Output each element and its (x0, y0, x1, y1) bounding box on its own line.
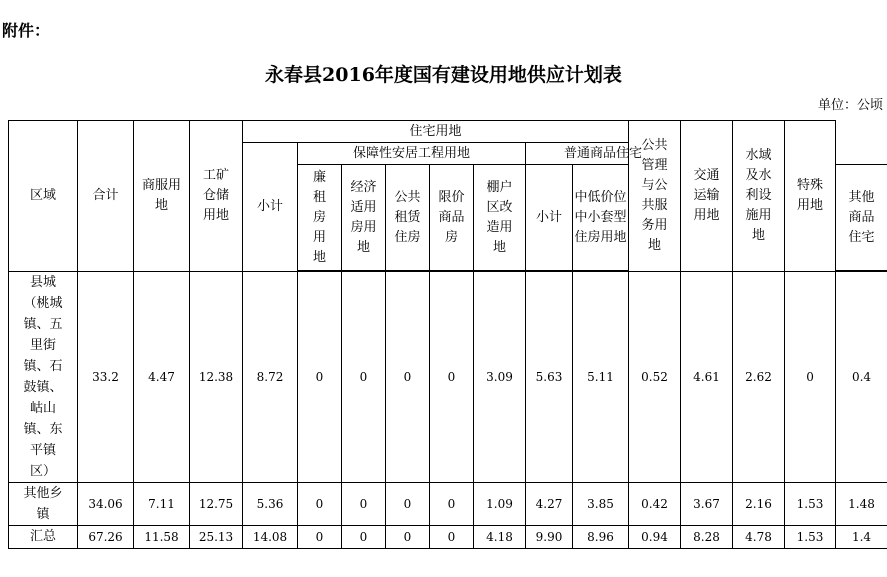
cell-value: 0.42 (629, 483, 681, 526)
cell-value: 0 (430, 483, 474, 526)
cell-value: 3.67 (681, 483, 733, 526)
row-region: 其他乡镇 (9, 483, 78, 526)
row-region: 汇总 (9, 526, 78, 549)
header-transport: 交通运输用地 (681, 121, 733, 272)
cell-value: 8.96 (573, 526, 629, 549)
cell-value: 0 (430, 272, 474, 483)
cell-value: 34.06 (78, 483, 134, 526)
cell-value: 8.72 (243, 272, 298, 483)
header-total: 合计 (78, 121, 134, 272)
header-mid-low: 中低价位中小套型住房用地 (573, 165, 629, 271)
cell-value: 4.18 (474, 526, 526, 549)
cell-value: 2.62 (733, 272, 785, 483)
cell-value: 5.11 (573, 272, 629, 483)
cell-value: 0 (342, 272, 386, 483)
cell-value: 1.53 (785, 483, 836, 526)
cell-value: 8.28 (681, 526, 733, 549)
table-row (9, 272, 887, 483)
cell-value: 12.38 (190, 272, 243, 483)
unit-label: 单位：公顷 (817, 98, 883, 113)
cell-value: 5.63 (526, 272, 573, 483)
cell-value: 7.11 (134, 483, 190, 526)
cell-value: 0 (386, 526, 430, 549)
cell-value: 4.61 (681, 272, 733, 483)
cell-value: 4.78 (733, 526, 785, 549)
header-special: 特殊用地 (785, 121, 836, 272)
attachment-label: 附件： (2, 21, 51, 40)
header-public-admin: 公共管理与公共服务用地 (629, 121, 681, 272)
cell-value: 1.48 (836, 483, 887, 526)
cell-value: 0 (430, 526, 474, 549)
cell-value: 5.36 (243, 483, 298, 526)
header-other-commodity: 其他商品住宅 (836, 165, 887, 271)
header-industrial: 工矿仓储用地 (190, 121, 243, 272)
cell-value: 14.08 (243, 526, 298, 549)
cell-value: 33.2 (78, 272, 134, 483)
cell-value: 0 (342, 526, 386, 549)
cell-value: 0 (298, 483, 342, 526)
cell-value: 11.58 (134, 526, 190, 549)
header-low-rent: 廉租房用地 (298, 165, 342, 271)
header-com-subtotal: 小计 (526, 165, 573, 271)
page-title: 永春县2016年度国有建设用地供应计划表 (265, 64, 622, 86)
cell-value: 1.4 (836, 526, 887, 549)
cell-value: 67.26 (78, 526, 134, 549)
header-affordable-group: 保障性安居工程用地 (298, 143, 526, 165)
cell-value: 3.85 (573, 483, 629, 526)
header-residential: 住宅用地 (243, 121, 629, 143)
cell-value: 0 (386, 272, 430, 483)
land-supply-table (8, 120, 887, 549)
cell-value: 25.13 (190, 526, 243, 549)
cell-value: 1.53 (785, 526, 836, 549)
cell-value: 9.90 (526, 526, 573, 549)
cell-value: 4.47 (134, 272, 190, 483)
cell-value: 0.52 (629, 272, 681, 483)
cell-value: 3.09 (474, 272, 526, 483)
header-economic: 经济适用房用地 (342, 165, 386, 271)
header-public-rental: 公共租赁住房 (386, 165, 430, 271)
table-row (9, 483, 887, 526)
cell-value: 12.75 (190, 483, 243, 526)
header-res-subtotal: 小计 (243, 143, 298, 272)
cell-value: 4.27 (526, 483, 573, 526)
header-water: 水域及水利设施用地 (733, 121, 785, 272)
cell-value: 0 (342, 483, 386, 526)
cell-value: 0 (298, 272, 342, 483)
header-shantytown: 棚户区改造用地 (474, 165, 526, 271)
cell-value: 0 (298, 526, 342, 549)
cell-value: 1.09 (474, 483, 526, 526)
cell-value: 2.16 (733, 483, 785, 526)
cell-value: 0.94 (629, 526, 681, 549)
header-price-limited: 限价商品房 (430, 165, 474, 271)
cell-value: 0 (386, 483, 430, 526)
header-commodity-group: 普通商品住宅 (526, 143, 681, 165)
cell-value: 0 (785, 272, 836, 483)
table-row (9, 526, 887, 549)
row-region: 县城（桃城镇、五里街镇、石鼓镇、岵山镇、东平镇区） (9, 272, 78, 483)
cell-value: 0.4 (836, 272, 887, 483)
header-region: 区域 (9, 121, 78, 272)
header-commercial: 商服用地 (134, 121, 190, 272)
